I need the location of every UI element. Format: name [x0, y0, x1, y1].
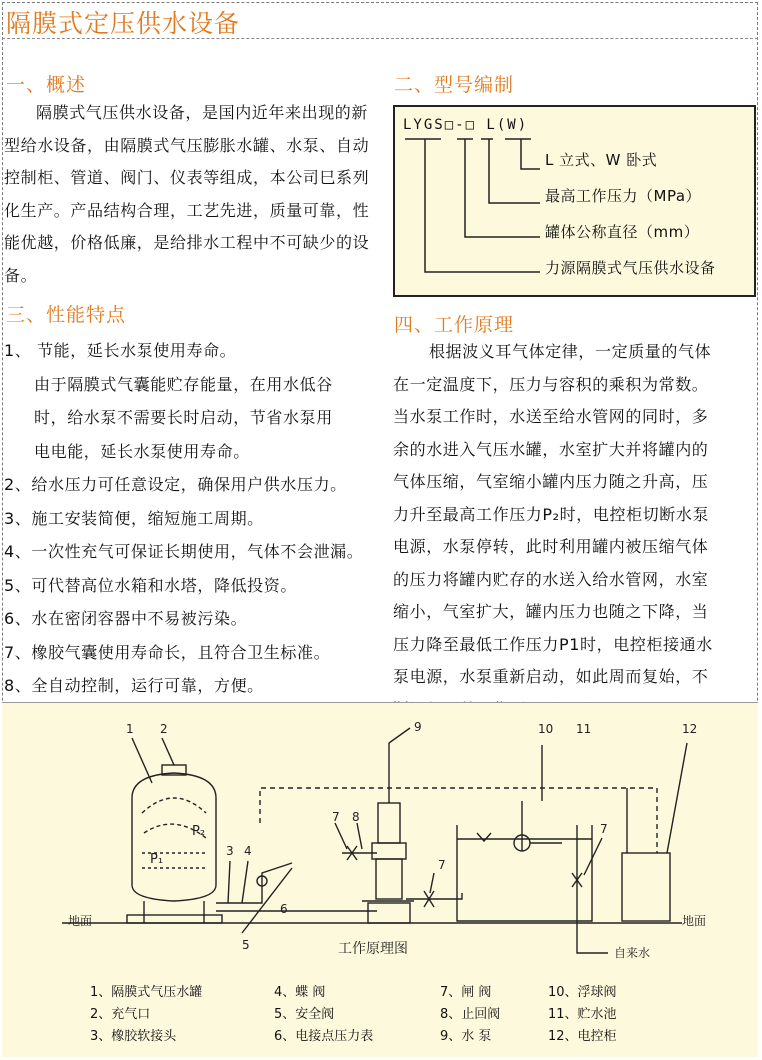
principle-line: 在一定温度下，压力与容积的乘积为常数。	[393, 374, 709, 394]
principle-line: 根据波义耳气体定律，一定质量的气体	[429, 342, 712, 361]
label-p1: P₁	[150, 852, 164, 867]
callout-9: 9	[414, 720, 422, 734]
overview-heading: 一、概述	[6, 74, 87, 96]
legend-item: 6、电接点压力表	[274, 1029, 374, 1044]
callout-5: 5	[242, 938, 250, 952]
label-p2: P₂	[192, 824, 206, 839]
diagram-caption: 工作原理图	[338, 941, 408, 957]
callout-3: 3	[226, 844, 234, 858]
callout-12: 12	[682, 722, 698, 736]
feature-item: 由于隔膜式气囊能贮存能量，在用水低谷	[34, 374, 333, 394]
legend-item: 1、隔膜式气压水罐	[90, 985, 203, 1000]
ground-right-label: 地面	[682, 914, 707, 928]
title-divider	[2, 38, 758, 39]
legend-item: 9、水 泵	[440, 1029, 492, 1044]
principle-line: 泵电源，水泵重新启动，如此周而复始，不	[393, 667, 709, 686]
legend-item: 11、贮水池	[548, 1007, 617, 1022]
callout-1: 1	[126, 722, 134, 736]
legend-item: 3、橡胶软接头	[90, 1029, 177, 1044]
feature-item: 3、施工安装简便，缩短施工周期。	[4, 508, 264, 528]
feature-item: 1、 节能，延长水泵使用寿命。	[4, 341, 237, 360]
principle-line: 压力降至最低工作压力P1时，电控柜接通水	[393, 634, 713, 654]
callout-7: 7	[332, 810, 340, 824]
legend-item: 8、止回阀	[440, 1007, 501, 1022]
model-code: LYGS□-□ L(W)	[403, 117, 529, 133]
model-heading: 二、型号编制	[394, 74, 515, 96]
callout-10: 10	[538, 722, 554, 736]
legend-item: 7、闸 阀	[440, 985, 492, 1000]
model-item-diameter: 罐体公称直径（mm）	[545, 223, 700, 241]
principle-line: 的压力将罐内贮存的水送入给水管网，水室	[393, 569, 709, 589]
legend-item: 5、安全阀	[274, 1007, 335, 1022]
callout-7b: 7	[438, 858, 446, 872]
feature-item: 2、给水压力可任意设定，确保用户供水压力。	[4, 475, 347, 494]
principle-line: 力升至最高工作压力P₂时，电控柜切断水泵	[393, 504, 710, 524]
feature-item: 电电能，延长水泵使用寿命。	[34, 441, 250, 461]
legend-item: 4、蝶 阀	[274, 985, 326, 1000]
feature-item: 8、全自动控制，运行可靠，方便。	[4, 676, 264, 695]
callout-11: 11	[576, 722, 592, 736]
callout-8: 8	[352, 810, 360, 824]
callout-7c: 7	[600, 822, 608, 836]
ground-left-label: 地面	[68, 914, 93, 928]
legend-item: 2、充气口	[90, 1007, 151, 1022]
callout-6: 6	[280, 902, 288, 916]
model-item-type: 力源隔膜式气压供水设备	[545, 259, 716, 277]
page-title: 隔膜式定压供水设备	[6, 9, 241, 38]
principle-section	[393, 336, 759, 726]
model-code-box	[393, 105, 756, 297]
model-item-orientation: L 立式、W 卧式	[545, 151, 658, 169]
legend-item: 10、浮球阀	[548, 985, 617, 1000]
legend-item: 12、电控柜	[548, 1029, 617, 1044]
feature-item: 4、一次性充气可保证长期使用，气体不会泄漏。	[4, 542, 364, 561]
principle-line: 气体压缩，气室缩小罐内压力随之升高，压	[393, 472, 709, 491]
feature-item: 时，给水泵不需要长时启动，节省水泵用	[34, 408, 333, 427]
feature-item: 5、可代替高位水箱和水塔，降低投资。	[4, 575, 297, 595]
overview-text: 隔膜式气压供水设备，是国内近年来出现的新型给水设备，由隔膜式气压膨胀水罐、水泵、自动控制柜、管道、阀门、仪表等组成，本公司巳系列化生产。产品结构合理，工艺先进，质量可靠，性能优越，价格低廉，是给排水工程中不可缺少的设备。	[4, 103, 370, 285]
feature-item: 6、水在密闭容器中不易被污染。	[4, 609, 248, 628]
model-item-pressure: 最高工作压力（MPa）	[545, 187, 702, 205]
principle-line: 余的水进入气压水罐，水室扩大并将罐内的	[393, 439, 709, 459]
principle-line: 缩小，气室扩大，罐内压力也随之下降，当	[393, 602, 709, 621]
principle-line: 当水泵工作时，水送至给水管网的同时，多	[393, 407, 709, 426]
feature-item: 7、橡胶气囊使用寿命长，且符合卫生标准。	[4, 642, 331, 662]
tap-water-label: 自来水	[614, 946, 651, 960]
overview-section	[4, 97, 376, 292]
working-principle-diagram	[2, 702, 758, 1057]
principle-heading: 四、工作原理	[394, 314, 515, 336]
principle-line: 电源，水泵停转，此时利用罐内被压缩气体	[393, 537, 709, 556]
features-heading: 三、性能特点	[6, 304, 127, 326]
callout-4: 4	[244, 844, 252, 858]
callout-2: 2	[160, 722, 168, 736]
features-list	[4, 334, 374, 703]
